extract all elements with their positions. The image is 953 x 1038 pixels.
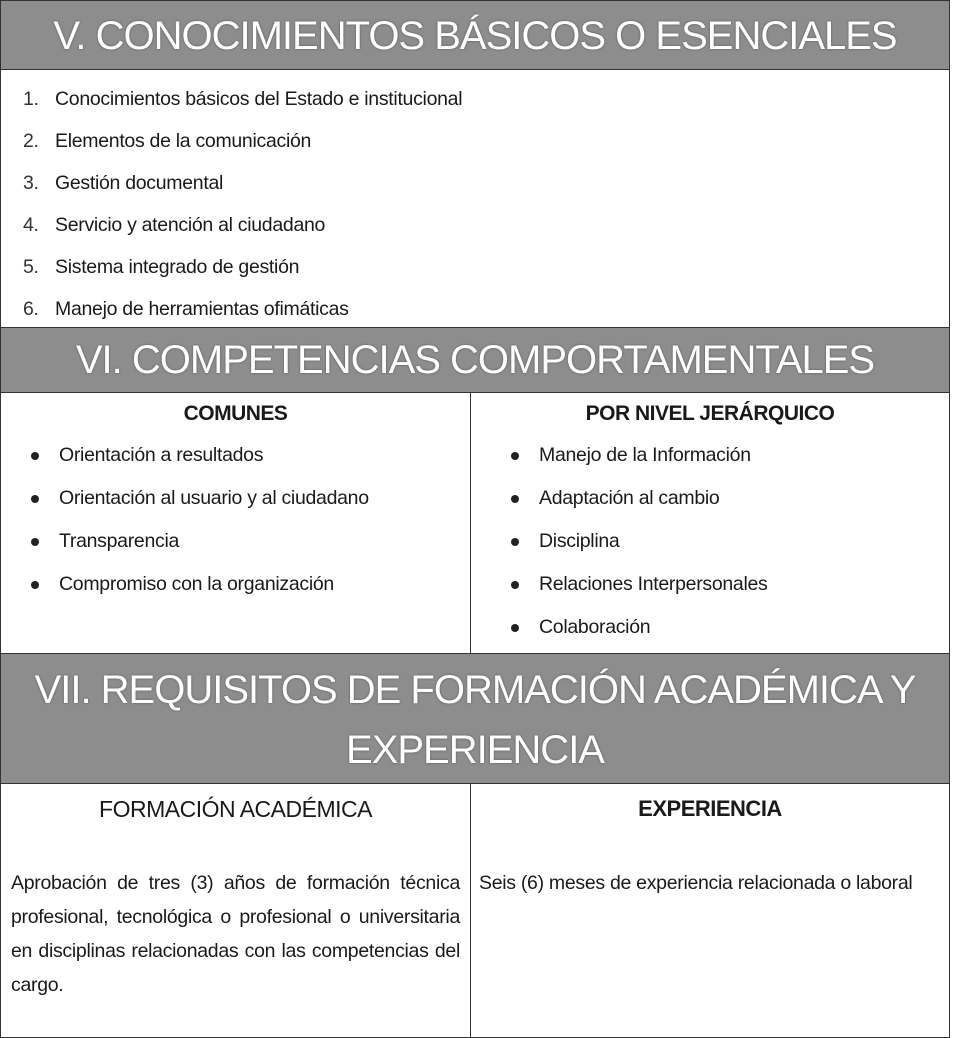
list-item-text: Colaboración <box>539 616 651 638</box>
bullet-icon <box>511 452 519 460</box>
list-item-text: Elementos de la comunicación <box>55 129 312 152</box>
list-item-text: Transparencia <box>59 530 180 552</box>
common-competencies-column <box>1 393 471 653</box>
list-item <box>1 520 470 563</box>
list-item-text: Disciplina <box>539 530 620 552</box>
list-item-number: 1. <box>23 87 39 110</box>
list-item-text: Servicio y atención al ciudadano <box>55 213 326 236</box>
list-item-text: Manejo de la Información <box>539 444 751 466</box>
list-item-text: Gestión documental <box>55 171 224 194</box>
hierarchical-competencies-column <box>471 393 949 653</box>
list-item <box>1 434 470 477</box>
list-item-text: Sistema integrado de gestión <box>55 255 300 278</box>
list-item-number: 4. <box>23 213 39 236</box>
bullet-icon <box>31 581 39 589</box>
experience-column <box>471 784 949 1037</box>
list-item-text: Relaciones Interpersonales <box>539 573 768 595</box>
list-item <box>23 120 949 162</box>
list-item <box>471 563 949 606</box>
list-item-text: Adaptación al cambio <box>539 487 720 509</box>
bullet-icon <box>31 495 39 503</box>
list-item-number: 6. <box>23 297 39 320</box>
bullet-icon <box>31 538 39 546</box>
common-competencies-heading: COMUNES <box>183 402 288 425</box>
list-item-text: Manejo de herramientas ofimáticas <box>55 297 349 320</box>
list-item <box>1 477 470 520</box>
list-item <box>23 162 949 204</box>
requirements-table <box>0 784 950 1038</box>
experience-heading: EXPERIENCIA <box>638 796 782 821</box>
bullet-icon <box>511 624 519 632</box>
list-item-text: Orientación al usuario y al ciudadano <box>59 487 369 509</box>
list-item <box>471 434 949 477</box>
section-7-title-line-1: VII. REQUISITOS DE FORMACIÓN ACADÉMICA Y <box>34 668 916 712</box>
section-7-title-line-2: EXPERIENCIA <box>346 728 604 772</box>
academic-requirement-text: Aprobación de tres (3) años de formación técnica profesional, tecnológica o profesional o universitaria en disciplinas relacionadas con las competencias del cargo. <box>11 872 460 996</box>
list-item-number: 5. <box>23 255 39 278</box>
experience-requirement-text: Seis (6) meses de experiencia relacionada o laboral <box>479 872 913 894</box>
knowledge-list <box>0 70 950 328</box>
list-item <box>471 520 949 563</box>
list-item <box>1 563 470 606</box>
bullet-icon <box>511 581 519 589</box>
competencies-table <box>0 393 950 654</box>
list-item <box>23 288 949 330</box>
list-item <box>23 204 949 246</box>
academic-column <box>1 784 471 1037</box>
list-item-number: 2. <box>23 129 39 152</box>
list-item-number: 3. <box>23 171 39 194</box>
bullet-icon <box>31 452 39 460</box>
bullet-icon <box>511 538 519 546</box>
section-5-title: V. CONOCIMIENTOS BÁSICOS O ESENCIALES <box>0 0 950 70</box>
section-7-title <box>0 654 950 784</box>
list-item <box>23 246 949 288</box>
list-item <box>23 78 949 120</box>
list-item-text: Compromiso con la organización <box>59 573 334 595</box>
list-item <box>471 606 949 649</box>
list-item-text: Conocimientos básicos del Estado e institucional <box>55 87 463 110</box>
bullet-icon <box>511 495 519 503</box>
list-item <box>471 477 949 520</box>
academic-heading: FORMACIÓN ACADÉMICA <box>99 796 372 822</box>
list-item-text: Orientación a resultados <box>59 444 264 466</box>
section-6-title: VI. COMPETENCIAS COMPORTAMENTALES <box>0 328 950 393</box>
hierarchical-competencies-heading: POR NIVEL JERÁRQUICO <box>585 402 835 425</box>
